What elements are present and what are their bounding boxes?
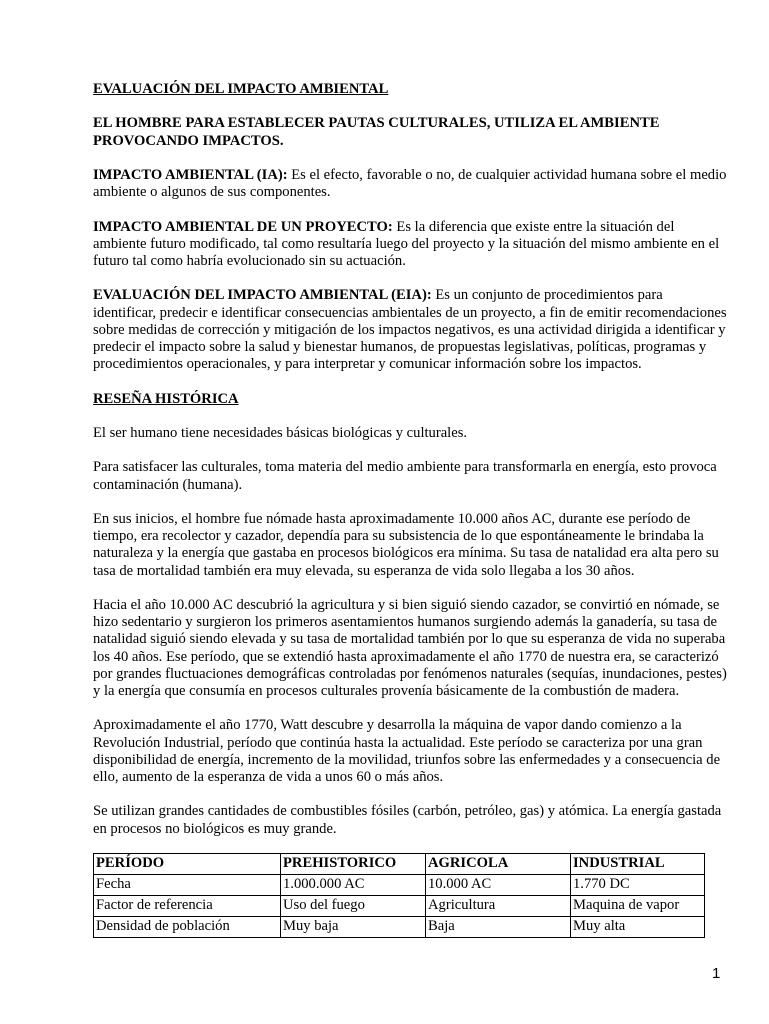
table-cell: Agricultura: [426, 895, 571, 916]
table-row: [94, 916, 705, 937]
table-cell: 10.000 AC: [426, 874, 571, 895]
definition-term: EVALUACIÓN DEL IMPACTO AMBIENTAL (EIA):: [93, 287, 432, 304]
table-row: [94, 895, 705, 916]
periods-table: [93, 853, 705, 938]
table-header: INDUSTRIAL: [571, 853, 705, 874]
table-cell: Maquina de vapor: [571, 895, 705, 916]
definition-text: Es un conjunto de procedimientos para identificar, predecir e identificar consecuencias ambientales de un proyecto, a fin de emitir recomendaciones sobre medidas de corrección y mitigación de los impactos negativos, es una actividad dirigida a identificar y predecir el impacto sobre la salud y bienestar humanos, de propuestas legislativas, políticas, programas y procedimientos operacionales, y para interpretar y comunicar información sobre los impactos.: [93, 287, 727, 373]
table-cell: Baja: [426, 916, 571, 937]
table-cell: Factor de referencia: [94, 895, 281, 916]
definition-term: IMPACTO AMBIENTAL (IA):: [93, 166, 288, 183]
paragraph: Se utilizan grandes cantidades de combustibles fósiles (carbón, petróleo, gas) y atómica. La energía gastada en procesos no biológicos es muy grande.: [93, 803, 722, 837]
section-heading: RESEÑA HISTÓRICA: [93, 390, 239, 407]
definition-term: IMPACTO AMBIENTAL DE UN PROYECTO:: [93, 218, 393, 235]
table-header: PERÍODO: [94, 853, 281, 874]
table-cell: Muy alta: [571, 916, 705, 937]
table-header: PREHISTORICO: [281, 853, 426, 874]
table-cell: Uso del fuego: [281, 895, 426, 916]
table-header-row: [94, 853, 705, 874]
document-page: [93, 81, 727, 938]
table-cell: 1.000.000 AC: [281, 874, 426, 895]
table-cell: 1.770 DC: [571, 874, 705, 895]
table-header: AGRICOLA: [426, 853, 571, 874]
table-cell: Fecha: [94, 874, 281, 895]
paragraph: El ser humano tiene necesidades básicas biológicas y culturales.: [93, 424, 468, 441]
table-row: [94, 874, 705, 895]
definition-text: Es el efecto, favorable o no, de cualquier actividad humana sobre el medio ambiente o algunos de sus componentes.: [93, 166, 727, 201]
page-number: 1: [712, 965, 721, 982]
definition-proyecto: [93, 219, 727, 271]
document-title: EVALUACIÓN DEL IMPACTO AMBIENTAL: [93, 81, 389, 97]
definition-ia: [93, 167, 727, 201]
paragraph: En sus inicios, el hombre fue nómade hasta aproximadamente 10.000 años AC, durante ese período de tiempo, era recolector y cazador, dependía para su subsistencia de lo que espontáneamente le brindaba la naturaleza y la energía que gastaba en procesos biológicos era mínima. Su tasa de natalidad era alta pero su tasa de mortalidad también era muy elevada, su esperanza de vida solo llegaba a los 30 años.: [93, 510, 719, 579]
paragraph: Aproximadamente el año 1770, Watt descubre y desarrolla la máquina de vapor dando comienzo a la Revolución Industrial, período que continúa hasta la actualidad. Este período se caracteriza por una gran disponibilidad de energía, incremento de la movilidad, triunfos sobre las enfermedades y a consecuencia de ello, aumento de la esperanza de vida a unos 60 o más años.: [93, 717, 721, 785]
definition-eia: [93, 287, 727, 373]
definition-text: Es la diferencia que existe entre la situación del ambiente futuro modificado, tal como resultaría luego del proyecto y la situación del mismo ambiente en el futuro tal como habría evolucionado sin su actuación.: [93, 218, 720, 269]
paragraph: Hacia el año 10.000 AC descubrió la agricultura y si bien siguió siendo cazador, se convirtió en nómade, se hizo sedentario y surgieron los primeros asentamientos humanos surgiendo además la ganadería, su tasa de natalidad siguió siendo elevada y su tasa de mortalidad también por lo que su esperanza de vida no superaba los 40 años. Ese período, que se extendió hasta aproximadamente el año 1770 de nuestra era, se caracterizó por grandes fluctuaciones demográficas controladas por fenómenos naturales (sequías, inundaciones, pestes) y la energía que consumía en procesos culturales provenía básicamente de la combustión de madera.: [93, 596, 727, 699]
document-subtitle: EL HOMBRE PARA ESTABLECER PAUTAS CULTURALES, UTILIZA EL AMBIENTE PROVOCANDO IMPACTOS.: [93, 115, 660, 149]
paragraph: Para satisfacer las culturales, toma materia del medio ambiente para transformarla en energía, esto provoca contaminación (humana).: [93, 459, 717, 493]
table-cell: Muy baja: [281, 916, 426, 937]
table-cell: Densidad de población: [94, 916, 281, 937]
